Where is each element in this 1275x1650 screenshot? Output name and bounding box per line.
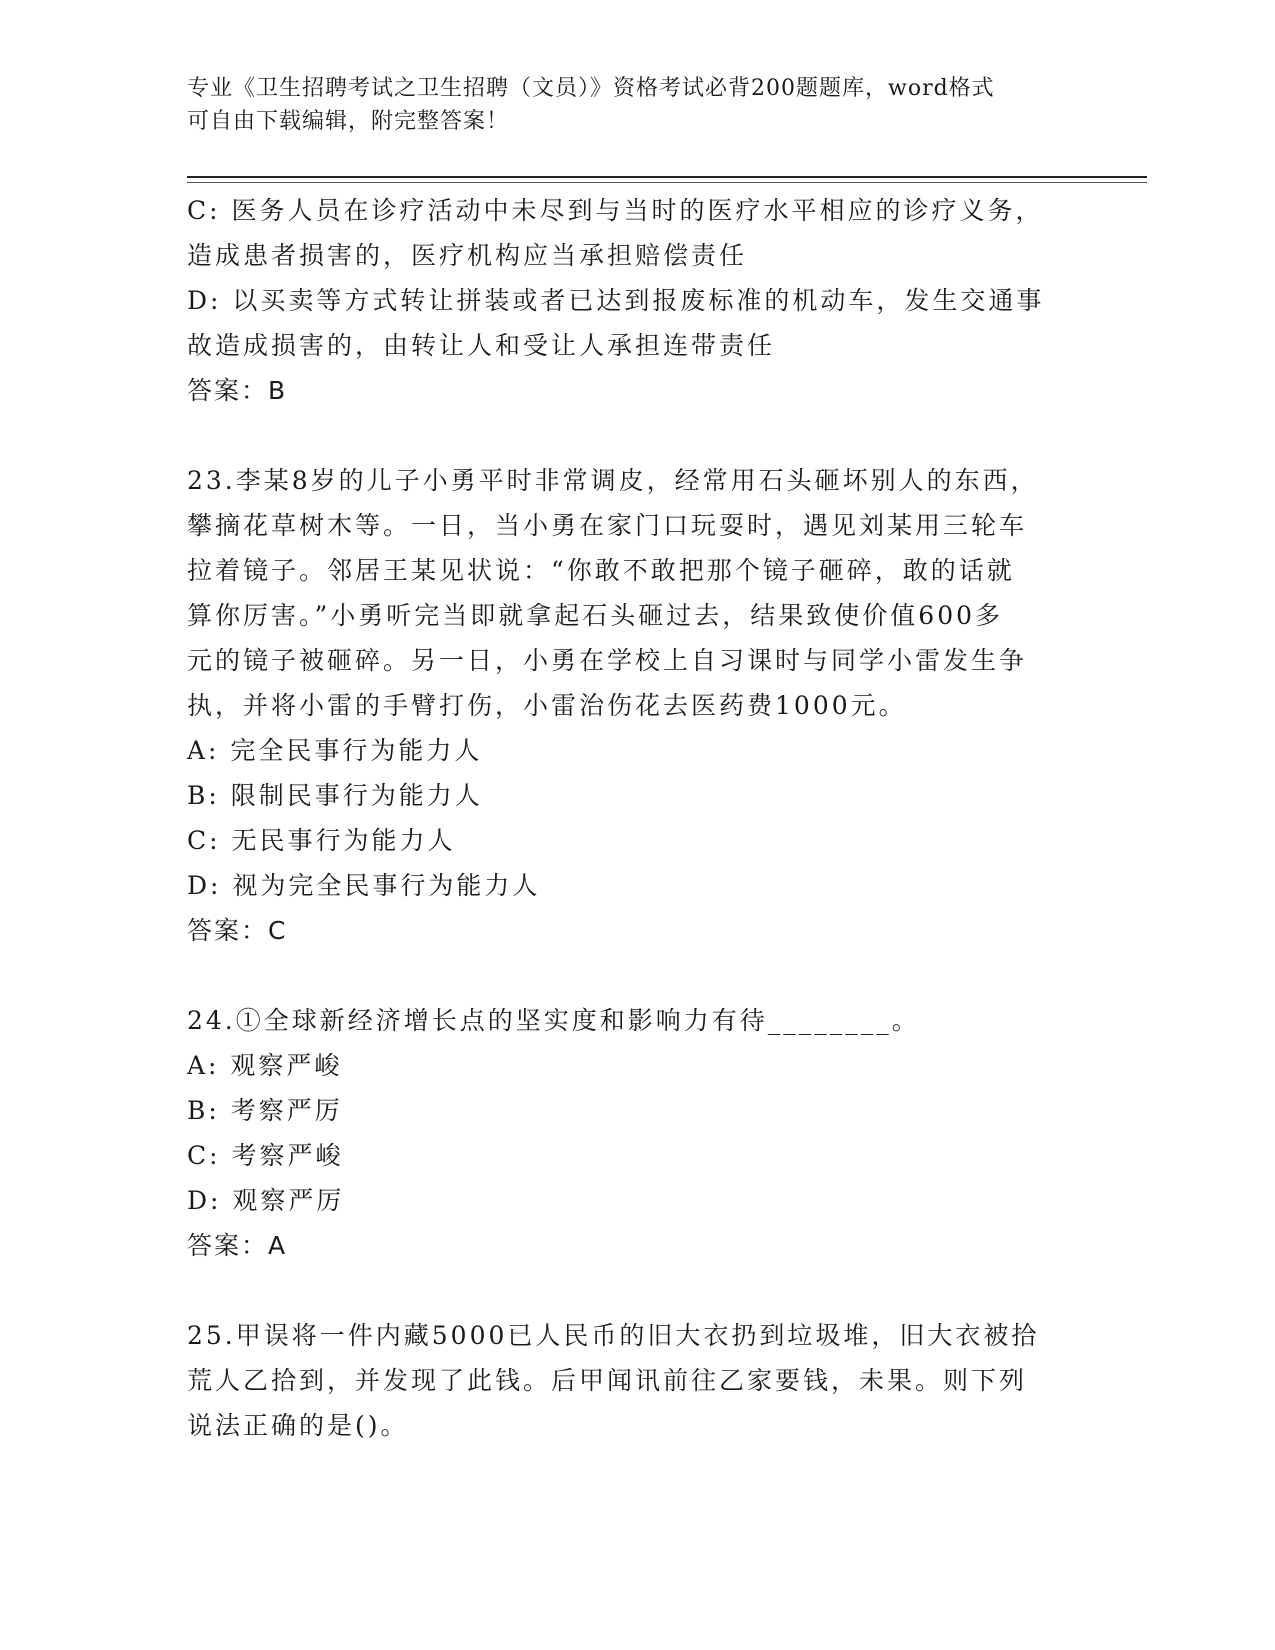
q22-option-d-line-2: 故造成损害的，由转让人和受让人承担连带责任 [187,331,776,360]
q22-option-c-line-1: C: 医务人员在诊疗活动中未尽到与当时的医疗水平相应的诊疗义务， [187,196,1044,225]
q25-stem-line: 荒人乙拾到，并发现了此钱。后甲闻讯前往乙家要钱，未果。则下列 [187,1366,1028,1395]
q22-option-c-line-2: 造成患者损害的，医疗机构应当承担赔偿责任 [187,241,748,270]
q24-option-b: B: 考察严厉 [187,1096,343,1125]
q24-answer: 答案：A [187,1231,288,1260]
q22-answer: 答案：B [187,376,288,405]
q23-stem-line: 执，并将小雷的手臂打伤，小雷治伤花去医药费1000元。 [187,691,907,720]
question-25 [187,1313,1087,1448]
q24-stem: 24.①全球新经济增长点的坚实度和影响力有待________。 [187,1006,920,1035]
header-line-2: 可自由下载编辑，附完整答案！ [187,109,510,134]
q23-stem-line: 算你厉害。”小勇听完当即就拿起石头砸过去，结果致使价值600多 [187,601,1004,630]
q24-option-a: A: 观察严峻 [187,1051,343,1080]
q24-option-d: D: 观察严厉 [187,1186,345,1215]
header-divider-thick [187,176,1147,178]
q23-stem-line: 23.李某8岁的儿子小勇平时非常调皮，经常用石头砸坏别人的东西， [187,466,1039,495]
question-24 [187,998,1087,1268]
header-divider-thin [187,182,1147,183]
q23-option-c: C: 无民事行为能力人 [187,826,456,855]
q23-answer: 答案：C [187,916,288,945]
q23-option-a: A: 完全民事行为能力人 [187,736,483,765]
q24-option-c: C: 考察严峻 [187,1141,344,1170]
question-23 [187,458,1087,953]
q22-option-d-line-1: D: 以买卖等方式转让拼装或者已达到报废标准的机动车，发生交通事 [187,286,1045,315]
q25-stem-line: 说法正确的是()。 [187,1411,409,1440]
spacer [187,953,1087,998]
q25-stem-line: 25.甲误将一件内藏5000已人民币的旧大衣扔到垃圾堆，旧大衣被拾 [187,1321,1040,1350]
question-content [187,188,1087,1448]
q23-stem-line: 拉着镜子。邻居王某见状说：“你敢不敢把那个镜子砸碎，敢的话就 [187,556,1015,585]
q23-stem-line: 元的镜子被砸碎。另一日，小勇在学校上自习课时与同学小雷发生争 [187,646,1028,675]
page-header [187,72,1087,138]
q23-stem-line: 攀摘花草树木等。一日，当小勇在家门口玩耍时，遇见刘某用三轮车 [187,511,1028,540]
question-22-options [187,188,1087,413]
q23-option-d: D: 视为完全民事行为能力人 [187,871,541,900]
q23-option-b: B: 限制民事行为能力人 [187,781,483,810]
spacer [187,413,1087,458]
spacer [187,1268,1087,1313]
header-line-1: 专业《卫生招聘考试之卫生招聘（文员）》资格考试必背200题题库，word格式 [187,76,995,101]
